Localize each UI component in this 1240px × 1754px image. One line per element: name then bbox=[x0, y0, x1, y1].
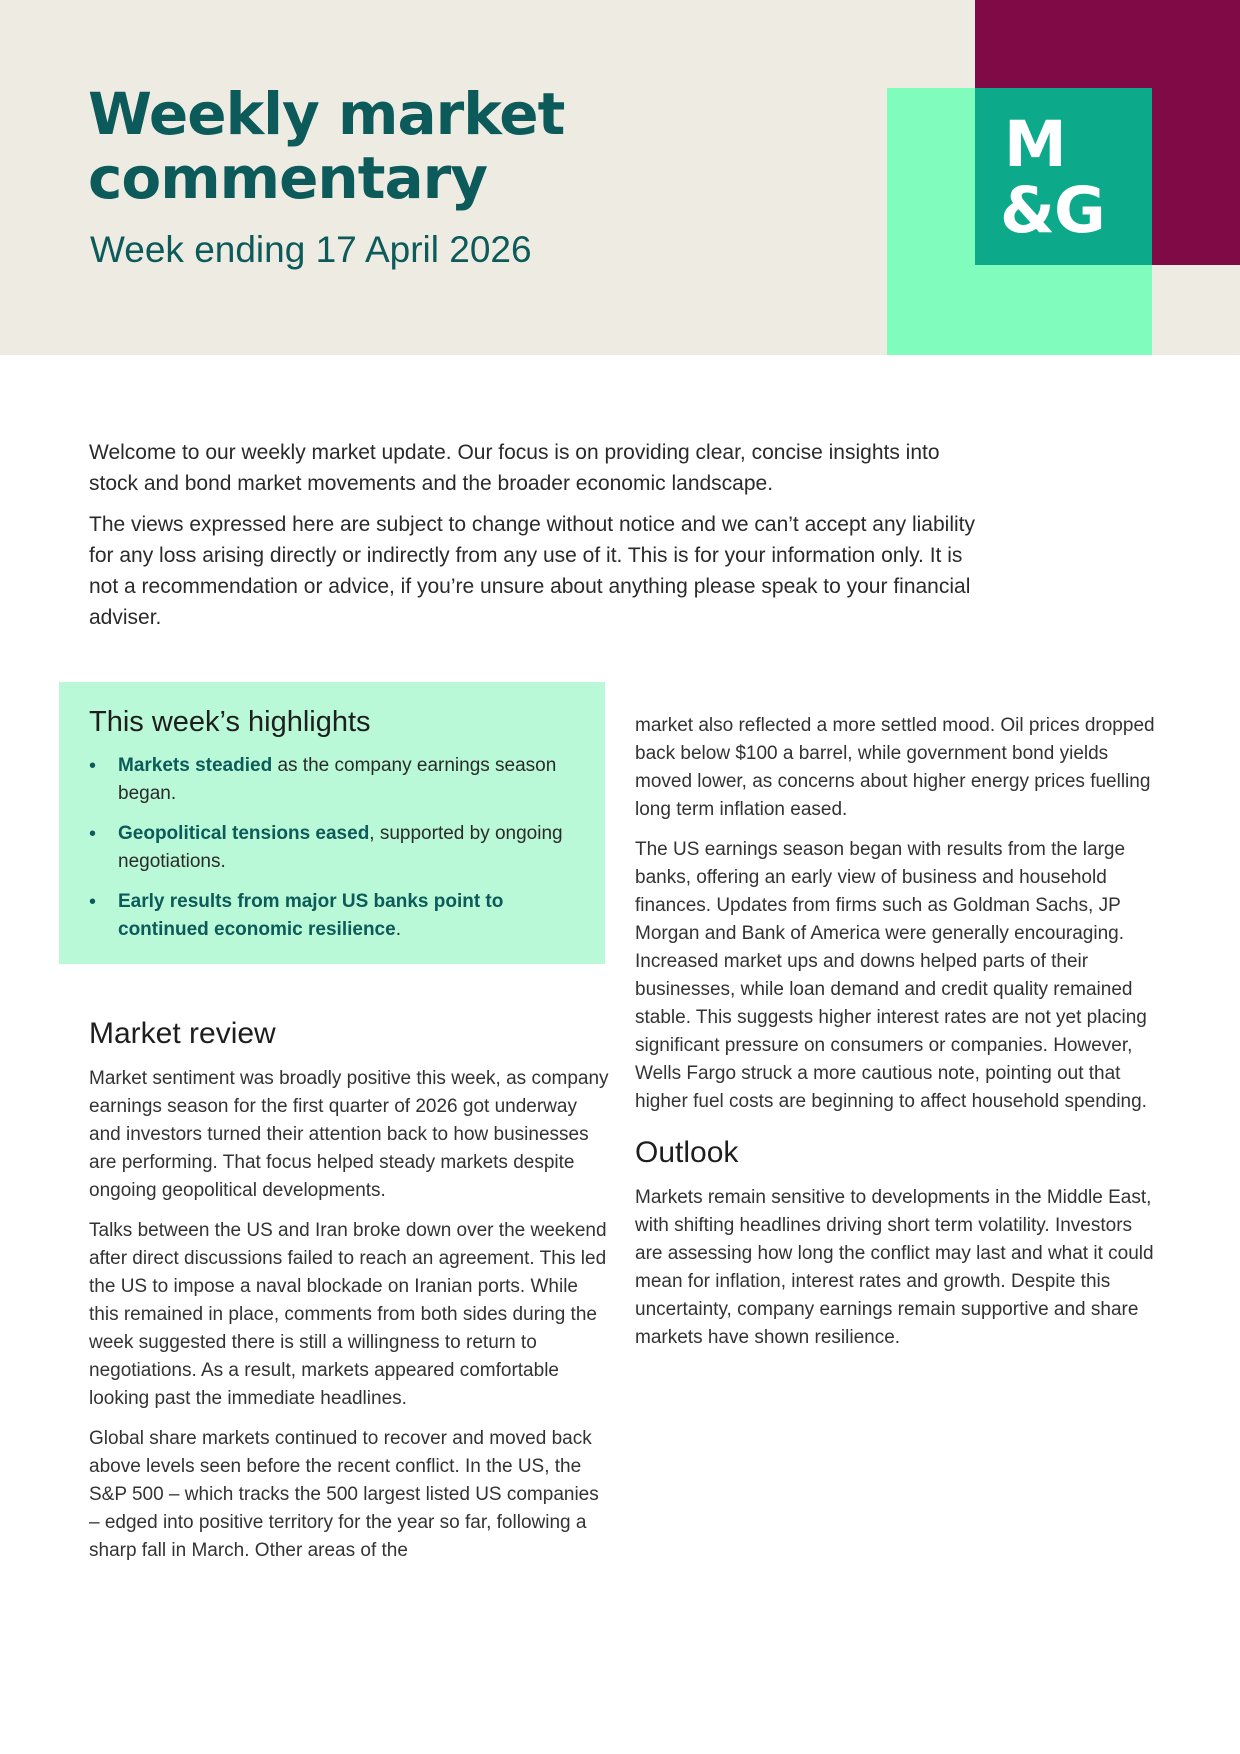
highlights-box bbox=[59, 682, 605, 964]
logo-wordmark bbox=[1000, 108, 1140, 247]
highlights-item-text: as the company earnings season began. bbox=[118, 755, 557, 804]
market-review-section bbox=[89, 1015, 609, 1577]
highlights-list bbox=[89, 752, 575, 944]
intro-paragraph: Welcome to our weekly market update. Our focus is on providing clear, concise insights into stock and bond market movements and the broader economic landscape. bbox=[89, 441, 940, 495]
highlights-item-text: . bbox=[395, 919, 401, 940]
highlights-heading: This week’s highlights bbox=[89, 706, 371, 738]
bullet-icon: • bbox=[89, 891, 97, 913]
logo-wordmark-line-2: &G bbox=[1000, 174, 1105, 247]
market-review-paragraph: Global share markets continued to recover and moved back above levels seen before the recent conflict. In the US, the S&P 500 – which tracks the 500 largest listed US companies – edged into positive territory for the year so far, following a sharp fall in March. Other areas of the bbox=[89, 1428, 599, 1561]
highlights-item bbox=[89, 820, 575, 876]
right-column bbox=[635, 712, 1155, 1364]
market-review-heading: Market review bbox=[89, 1017, 276, 1050]
highlights-item-emphasis: Early results from major US banks point to continued economic resilience bbox=[118, 891, 504, 940]
outlook-heading: Outlook bbox=[635, 1136, 739, 1169]
highlights-item bbox=[89, 888, 575, 944]
market-review-paragraph: Talks between the US and Iran broke down over the weekend after direct discussions failed to reach an agreement. This led the US to impose a naval blockade on Iranian ports. While this remained in place, comments from both sides during the week suggested there is still a willingness to return to negotiations. As a result, markets appeared comfortable looking past the immediate headlines. bbox=[89, 1220, 607, 1409]
highlights-item-text: , supported by ongoing negotiations. bbox=[118, 823, 563, 872]
market-review-paragraph: Market sentiment was broadly positive this week, as company earnings season for the first quarter of 2026 got underway and investors turned their attention back to how businesses are performing. That focus helped steady markets despite ongoing geopolitical developments. bbox=[89, 1068, 609, 1201]
outlook-paragraph: Markets remain sensitive to developments in the Middle East, with shifting headlines driving short term volatility. Investors are assessing how long the conflict may last and what it could mean for inflation, interest rates and growth. Despite this uncertainty, company earnings remain supportive and share markets have shown resilience. bbox=[635, 1187, 1154, 1348]
market-review-paragraph: The US earnings season began with results from the large banks, offering an early view of business and household finances. Updates from firms such as Goldman Sachs, JP Morgan and Bank of America were generally encouraging. Increased market ups and downs helped parts of their businesses, while loan demand and credit quality remained stable. This suggests higher interest rates are not yet placing significant pressure on consumers or companies. However, Wells Fargo struck a more cautious note, pointing out that higher fuel costs are beginning to affect household spending. bbox=[635, 839, 1147, 1112]
logo-wordmark-line-1: M bbox=[1004, 108, 1066, 181]
bullet-icon: • bbox=[89, 755, 97, 777]
market-review-paragraph-continued: market also reflected a more settled mood. Oil prices dropped back below $100 a barrel, while government bond yields moved lower, as concerns about higher energy prices fuelling long term inflation eased. bbox=[635, 715, 1155, 820]
highlights-item bbox=[89, 752, 575, 808]
highlights-item-emphasis: Markets steadied bbox=[118, 755, 273, 776]
page-title bbox=[88, 82, 564, 210]
page-title-line-2: commentary bbox=[88, 144, 488, 212]
highlights-item-emphasis: Geopolitical tensions eased bbox=[118, 823, 370, 844]
page-title-line-1: Weekly market bbox=[88, 80, 565, 148]
bullet-icon: • bbox=[89, 823, 97, 845]
disclaimer-paragraph: The views expressed here are subject to change without notice and we can’t accept any liability for any loss arising directly or indirectly from any use of it. This is for your information only. It is not a recommendation or advice, if you’re unsure about anything please speak to your financial adviser. bbox=[89, 513, 975, 629]
page-subtitle: Week ending 17 April 2026 bbox=[90, 229, 532, 270]
intro-section bbox=[89, 437, 989, 643]
